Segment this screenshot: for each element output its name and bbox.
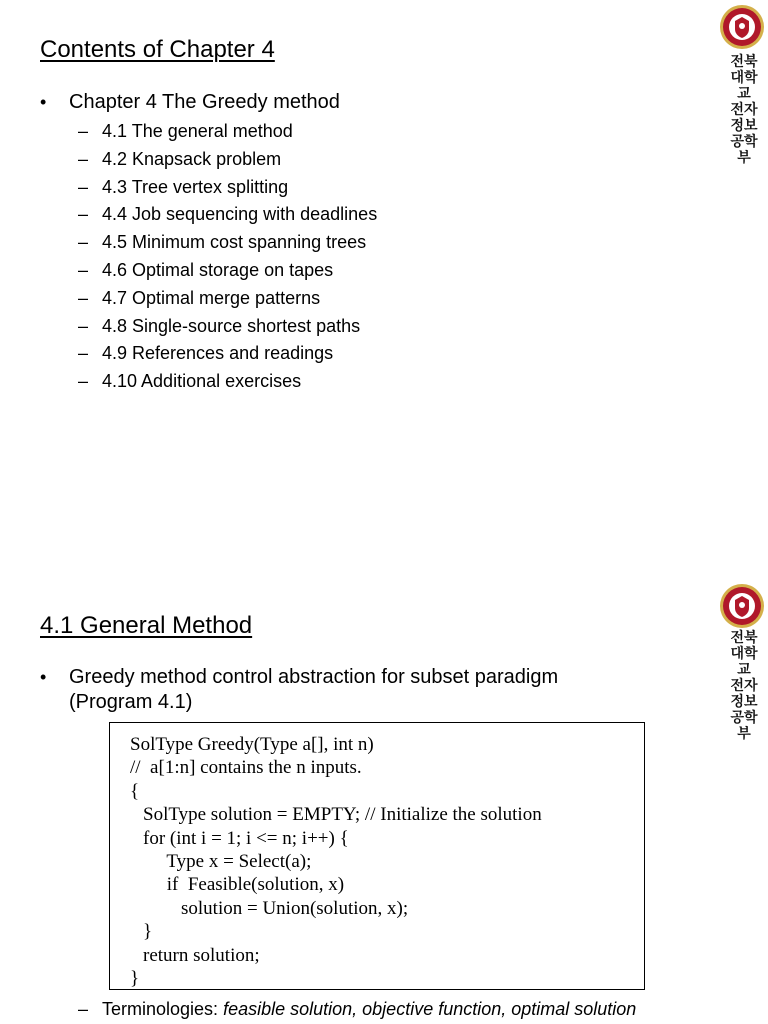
code-line: } xyxy=(130,968,140,989)
dash-icon: – xyxy=(78,343,89,364)
code-line: if Feasible(solution, x) xyxy=(124,874,345,896)
slide-contents: Contents of Chapter 4 • Chapter 4 The Greedy method – 4.1 The general method – 4.2 Knapsack problem – 4.3 Tree vertex splitting – 4.4 Job sequencing with deadlines – 4.5 Minimum cost spanning trees – 4.6 Optimal storage on tapes – 4.7 Optimal merge patterns – 4.8 Single-source shortest paths – 4.9 References and readings – 4.10 Additional exercises 전북대학교 전자정보공학부 xyxy=(0,0,768,512)
dash-icon: – xyxy=(78,176,89,197)
dash-icon: – xyxy=(78,371,89,392)
terminologies-terms: feasible solution, objective function, optimal solution xyxy=(223,999,637,1019)
university-label: 전북대학교 전자정보공학부 xyxy=(730,54,758,166)
dash-icon: – xyxy=(78,259,89,280)
slide-title: Contents of Chapter 4 xyxy=(40,36,275,63)
dash-icon: – xyxy=(78,287,89,308)
bullet-text-line2: (Program 4.1) xyxy=(69,691,193,713)
dash-icon: – xyxy=(78,999,89,1019)
slide-general-method xyxy=(0,512,768,1024)
university-emblem-icon xyxy=(718,582,766,630)
code-block xyxy=(109,722,645,990)
university-emblem-icon xyxy=(718,3,766,51)
slide-title: 4.1 General Method xyxy=(40,612,253,639)
code-line: } xyxy=(124,921,153,943)
terminologies-label: Terminologies: xyxy=(102,999,219,1019)
bullet-dot-icon: • xyxy=(40,92,47,112)
dash-icon: – xyxy=(78,204,89,225)
bullet-dot-icon: • xyxy=(40,667,47,687)
dash-icon: – xyxy=(78,121,89,141)
code-line: return solution; xyxy=(124,944,260,966)
dash-icon: – xyxy=(78,148,89,169)
code-line: Type x = Select(a); xyxy=(124,851,312,872)
dash-icon: – xyxy=(78,315,89,336)
code-line: SolType Greedy(Type a[], int n) xyxy=(130,734,374,755)
code-line: { xyxy=(130,780,140,802)
bullet-text-line1: Greedy method control abstraction for subset paradigm xyxy=(69,666,559,688)
code-line: SolType solution = EMPTY; // Initialize the solution xyxy=(124,804,542,826)
code-line: solution = Union(solution, x); xyxy=(124,897,409,919)
dash-icon: – xyxy=(78,232,89,253)
code-line: // a[1:n] contains the n inputs. xyxy=(130,757,362,779)
university-label: 전북대학교 전자정보공학부 xyxy=(730,630,758,742)
code-line: for (int i = 1; i <= n; i++) { xyxy=(124,827,349,849)
bullet-text: Chapter 4 The Greedy method xyxy=(69,91,340,113)
